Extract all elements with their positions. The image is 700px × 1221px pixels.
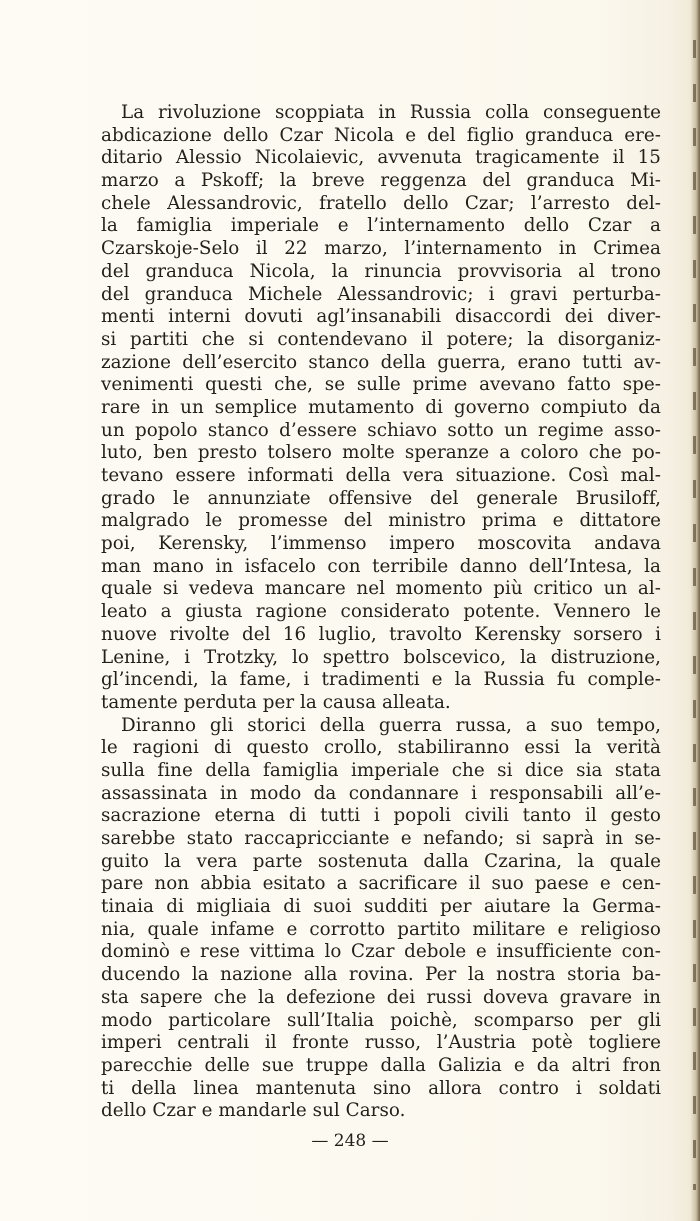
text-line: man mano in isfacelo con terribile danno dell’Intesa, la	[101, 555, 661, 577]
text-line: parecchie delle sue truppe dalla Galizia e da altri fron	[101, 1054, 661, 1076]
text-line: sulla fine della famiglia imperiale che si dice sia stata	[101, 759, 661, 781]
text-line: un popolo stanco d’essere schiavo sotto un regime asso-	[101, 419, 661, 441]
text-line: sta sapere che la defezione dei russi doveva gravare in	[101, 986, 661, 1008]
text-line: ti della linea mantenuta sino allora contro i soldati	[101, 1077, 661, 1099]
text-line: gl’incendi, la fame, i tradimenti e la Russia fu comple-	[101, 669, 661, 691]
text-line: assassinata in modo da condannare i responsabili all’e-	[101, 782, 661, 804]
text-line: zazione dell’esercito stanco della guerra, erano tutti av-	[101, 351, 661, 373]
text-line: le ragioni di questo crollo, stabiliranno essi la verità	[101, 737, 661, 759]
text-line: tevano essere informati della vera situazione. Così mal-	[101, 465, 661, 486]
text-line: la famiglia imperiale e l’internamento dello Czar a	[101, 215, 661, 237]
text-line: nia, quale infame e corrotto partito militare e religioso	[101, 918, 661, 940]
text-line: menti interni dovuti agl’insanabili disaccordi dei diver-	[101, 306, 661, 328]
text-line: dominò e rese vittima lo Czar debole e insufficiente con-	[101, 941, 661, 963]
text-line: La rivoluzione scoppiata in Russia colla conseguente	[121, 102, 661, 123]
text-line: del granduca Nicola, la rinuncia provvisoria al trono	[101, 260, 661, 282]
text-line: malgrado le promesse del ministro prima e dittatore	[101, 510, 661, 532]
body-text	[101, 102, 661, 1123]
text-line: pare non abbia esitato a sacrificare il suo paese e cen-	[101, 873, 661, 895]
text-line: grado le annunziate offensive del generale Brusiloff,	[101, 487, 661, 509]
text-line: imperi centrali il fronte russo, l’Austria potè togliere	[101, 1032, 661, 1054]
page-edge-marks	[693, 40, 696, 1190]
text-line: poi, Kerensky, l’immenso impero moscovita andava	[101, 533, 661, 555]
text-line: Diranno gli storici della guerra russa, a suo tempo,	[121, 714, 661, 736]
text-line: si partiti che si contendevano il potere; la disorganiz-	[101, 328, 661, 350]
text-line: tinaia di migliaia di suoi sudditi per aiutare la Germa-	[101, 896, 661, 918]
text-line: luto, ben presto tolsero molte speranze a coloro che po-	[101, 442, 661, 464]
text-line: guito la vera parte sostenuta dalla Czarina, la quale	[101, 850, 661, 872]
text-line: sarebbe stato raccapricciante e nefando; si saprà in se-	[101, 828, 661, 849]
text-line: del granduca Michele Alessandrovic; i gravi perturba-	[101, 283, 661, 305]
text-line: abdicazione dello Czar Nicola e del figlio granduca ere-	[101, 124, 661, 146]
text-line: quale si vedeva mancare nel momento più critico un al-	[101, 578, 661, 600]
text-line: marzo a Pskoff; la breve reggenza del granduca Mi-	[101, 170, 661, 192]
text-line: leato a giusta ragione considerato potente. Vennero le	[101, 601, 661, 623]
text-line: Czarskoje-Selo il 22 marzo, l’internamento in Crimea	[101, 238, 661, 260]
text-line: Lenine, i Trotzky, lo spettro bolscevico, la distruzione,	[101, 646, 661, 668]
text-line: tamente perduta per la causa alleata.	[101, 691, 451, 713]
page-number: — 248 —	[311, 1131, 389, 1151]
text-line: chele Alessandrovic, fratello dello Czar; l’arresto del-	[101, 192, 661, 214]
text-line: dello Czar e mandarle sul Carso.	[101, 1100, 406, 1122]
text-line: nuove rivolte del 16 luglio, travolto Kerensky sorsero i	[101, 623, 661, 645]
text-line: sacrazione eterna di tutti i popoli civili tanto il gesto	[101, 805, 661, 827]
text-line: ducendo la nazione alla rovina. Per la nostra storia ba-	[101, 964, 661, 986]
text-line: modo particolare sull’Italia poichè, scomparso per gli	[101, 1009, 661, 1031]
text-line: ditario Alessio Nicolaievic, avvenuta tragicamente il 15	[101, 147, 661, 169]
text-line: rare in un semplice mutamento di governo compiuto da	[101, 396, 661, 418]
text-line: venimenti questi che, se sulle prime avevano fatto spe-	[101, 374, 661, 396]
